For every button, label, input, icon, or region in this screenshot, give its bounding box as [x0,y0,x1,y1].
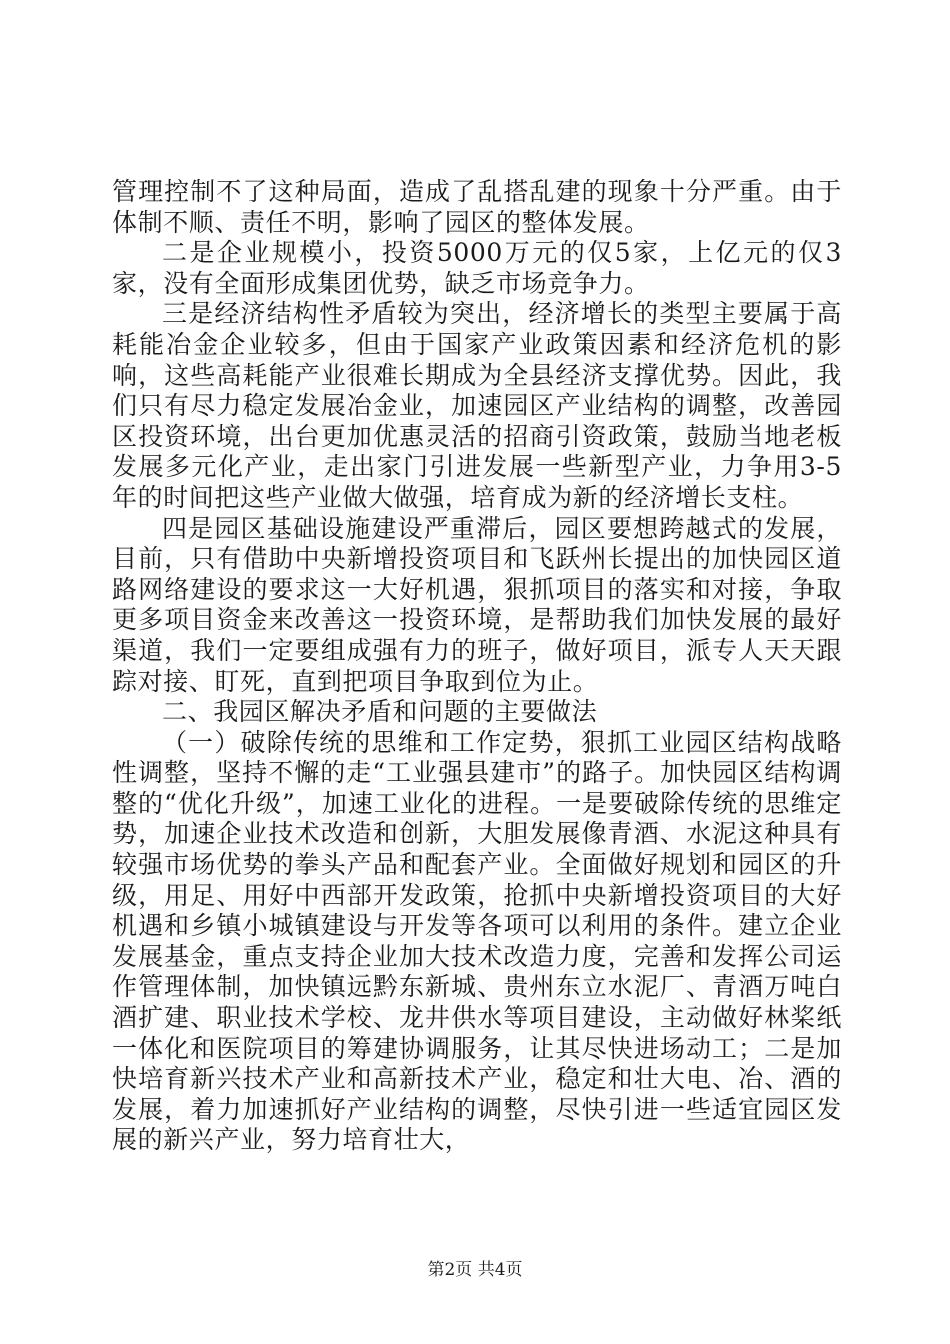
section-heading: 二、我园区解决矛盾和问题的主要做法 [162,697,598,727]
document-body [112,177,842,1156]
paragraph-economic-structure: 三是经济结构性矛盾较为突出，经济增长的类型主要属于高耗能冶金企业较多，但由于国家产业政策因素和经济危机的影响，这些高耗能产业很难长期成为全县经济支撑优势。因此，我们只有尽力稳定发展冶金业，加速园区产业结构的调整，改善园区投资环境，出台更加优惠灵活的招商引资政策，鼓励当地老板发展多元化产业，走出家门引进发展一些新型产业，力争用3-5年的时间把这些产业做大做强，培育成为新的经济增长支柱。 [112,299,842,512]
paragraph-measures: （一）破除传统的思维和工作定势，狠抓工业园区结构战略性调整，坚持不懈的走“工业强县建市”的路子。加快园区结构调整的“优化升级”，加速工业化的进程。一是要破除传统的思维定势，加速企业技术改造和创新，大胆发展像青酒、水泥这种具有较强市场优势的拳头产品和配套产业。全面做好规划和园区的升级，用足、用好中西部开发政策，抢抓中央新增投资项目的大好机遇和乡镇小城镇建设与开发等各项可以利用的条件。建立企业发展基金，重点支持企业加大技术改造力度，完善和发挥公司运作管理体制，加快镇远黔东新城、贵州东立水泥厂、青酒万吨白酒扩建、职业技术学校、龙井供水等项目建设，主动做好林桨纸一体化和医院项目的筹建协调服务，让其尽快进场动工；二是加快培育新兴技术产业和高新技术产业，稳定和壮大电、冶、酒的发展，着力加速抓好产业结构的调整，尽快引进一些适宜园区发展的新兴产业，努力培育壮大， [112,727,842,1155]
paragraph-infrastructure: 四是园区基础设施建设严重滞后，园区要想跨越式的发展，目前，只有借助中央新增投资项目和飞跃州长提出的加快园区道路网络建设的要求这一大好机遇，狠抓项目的落实和对接，争取更多项目资金来改善这一投资环境，是帮助我们加快发展的最好渠道，我们一定要组成强有力的班子，做好项目，派专人天天跟踪对接、盯死，直到把项目争取到位为止。 [112,513,842,696]
paragraph-enterprise-scale: 二是企业规模小，投资5000万元的仅5家，上亿元的仅3家，没有全面形成集团优势，缺乏市场竞争力。 [112,238,842,298]
page-number-footer: 第2页 共4页 [427,1260,523,1280]
paragraph-continuation: 管理控制不了这种局面，造成了乱搭乱建的现象十分严重。由于体制不顺、责任不明，影响了园区的整体发展。 [112,177,842,237]
